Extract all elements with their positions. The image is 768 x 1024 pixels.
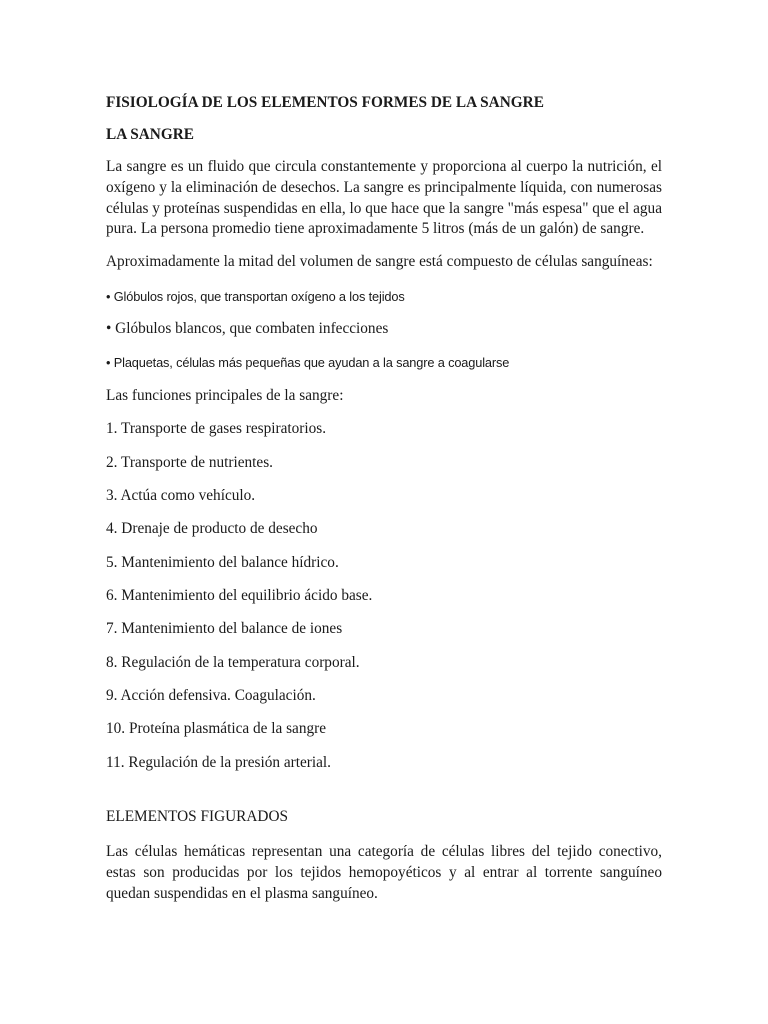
function-item: 2. Transporte de nutrientes.: [106, 454, 273, 471]
function-item: 6. Mantenimiento del equilibrio ácido base.: [106, 587, 373, 604]
figured-elements-heading: ELEMENTOS FIGURADOS: [106, 808, 289, 825]
cell-type-item-red-cells: • Glóbulos rojos, que transportan oxígeno a los tejidos: [106, 289, 405, 304]
function-item: 1. Transporte de gases respiratorios.: [106, 420, 327, 437]
functions-intro: Las funciones principales de la sangre:: [106, 387, 344, 404]
function-item: 10. Proteína plasmática de la sangre: [106, 720, 327, 737]
section-heading: LA SANGRE: [106, 126, 194, 143]
function-item: 7. Mantenimiento del balance de iones: [106, 620, 343, 637]
cell-type-item-white-cells: • Glóbulos blancos, que combaten infecciones: [106, 320, 389, 337]
figured-elements-paragraph: Las células hemáticas representan una categoría de células libres del tejido conectivo, estas son producidas por los tejidos hemopoyéticos y al entrar al torrente sanguíneo quedan suspendidas en el plasma sanguíneo.: [106, 843, 662, 902]
function-item: 4. Drenaje de producto de desecho: [106, 520, 318, 537]
intro-paragraph: La sangre es un fluido que circula constantemente y proporciona al cuerpo la nutrición, el oxígeno y la eliminación de desechos. La sangre es principalmente líquida, con numerosas células y proteínas suspendidas en ella, lo que hace que la sangre "más espesa" que el agua pura. La persona promedio tiene aproximadamente 5 litros (más de un galón) de sangre.: [106, 158, 662, 238]
function-item: 5. Mantenimiento del balance hídrico.: [106, 554, 339, 571]
function-item: 11. Regulación de la presión arterial.: [106, 754, 331, 771]
document-title: FISIOLOGÍA DE LOS ELEMENTOS FORMES DE LA SANGRE: [106, 94, 544, 111]
function-item: 8. Regulación de la temperatura corporal.: [106, 654, 360, 671]
function-item: 9. Acción defensiva. Coagulación.: [106, 687, 316, 704]
cell-type-item-platelets: • Plaquetas, células más pequeñas que ayudan a la sangre a coagularse: [106, 355, 510, 370]
function-item: 3. Actúa como vehículo.: [106, 487, 256, 504]
composition-intro: Aproximadamente la mitad del volumen de sangre está compuesto de células sanguíneas:: [106, 253, 653, 270]
